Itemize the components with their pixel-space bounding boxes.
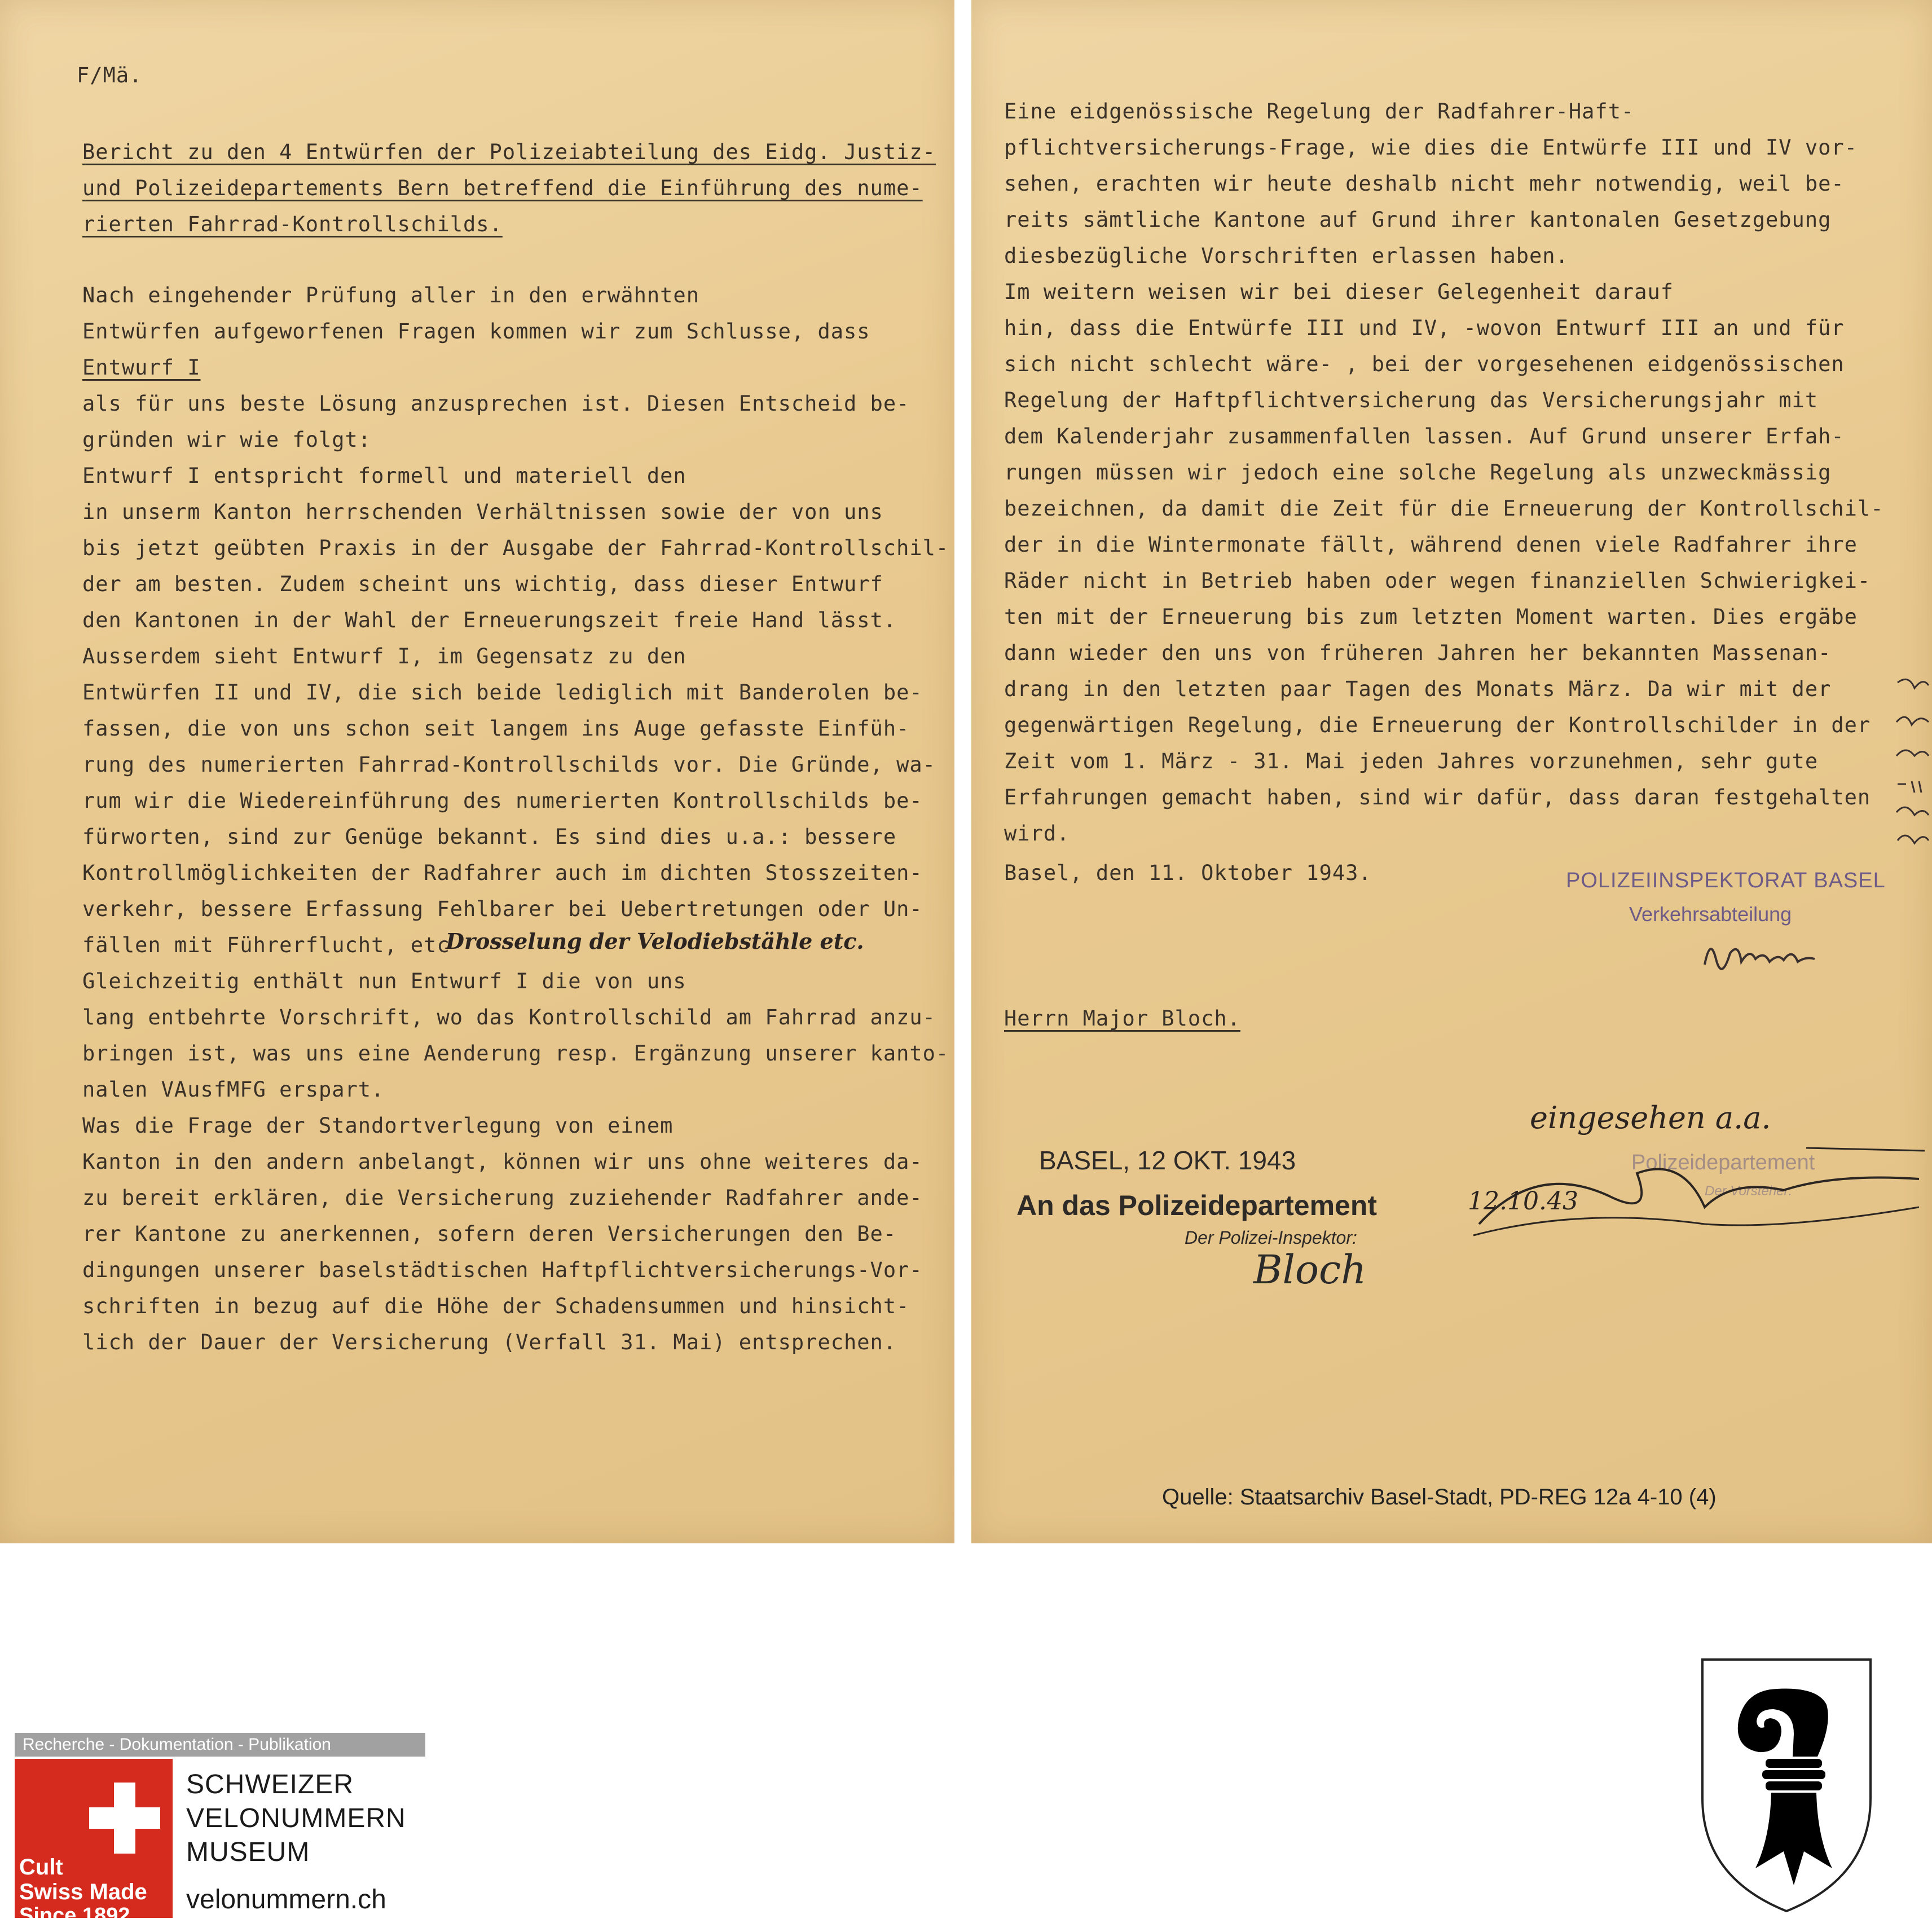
- body-line: Räder nicht in Betrieb haben oder wegen finanziellen Schwierigkei-: [1004, 569, 1871, 593]
- received-stamp-date: BASEL, 12 OKT. 1943: [1039, 1146, 1296, 1175]
- addressee: Herrn Major Bloch.: [1004, 1006, 1240, 1031]
- body-line: hin, dass die Entwürfe III und IV, -wovon Entwurf III an und für: [1004, 316, 1845, 340]
- body-line: pflichtversicherungs-Frage, wie dies die Entwürfe III und IV vor-: [1004, 135, 1858, 160]
- bloch-signature: Bloch: [1253, 1247, 1367, 1293]
- body-line: drang in den letzten paar Tagen des Monats März. Da wir mit der: [1004, 677, 1832, 701]
- margin-handwriting-icon: [1892, 671, 1931, 857]
- body-line: fassen, die von uns schon seit langem ins Auge gefasste Einfüh-: [82, 716, 910, 741]
- museum-name-line: MUSEUM: [186, 1837, 310, 1867]
- body-line: gegenwärtigen Regelung, die Erneuerung der Kontrollschilder in der: [1004, 713, 1871, 737]
- body-line: Entwurf I entspricht formell und materiell den: [82, 464, 686, 488]
- initials-scribble-icon: [1468, 1139, 1930, 1247]
- logo-cult-line: Swiss Made: [19, 1880, 147, 1904]
- body-line: ten mit der Erneuerung bis zum letzten Moment warten. Dies ergäbe: [1004, 605, 1858, 629]
- body-line: fürworten, sind zur Genüge bekannt. Es sind dies u.a.: bessere: [82, 825, 897, 849]
- body-line: sehen, erachten wir heute deshalb nicht mehr notwendig, weil be-: [1004, 171, 1845, 196]
- received-stamp-recipient: An das Polizeidepartement: [1016, 1190, 1378, 1221]
- logo-tagline: Recherche - Dokumentation - Publikation: [15, 1733, 425, 1757]
- body-line: Entwürfen aufgeworfenen Fragen kommen wir zum Schlusse, dass: [82, 319, 870, 344]
- body-line: dem Kalenderjahr zusammenfallen lassen. Auf Grund unserer Erfah-: [1004, 424, 1845, 448]
- body-line: Entwürfen II und IV, die sich beide lediglich mit Banderolen be-: [82, 680, 923, 705]
- initials: F/Mä.: [77, 63, 143, 87]
- logo-cult-line: Cult: [19, 1855, 63, 1880]
- body-line: fällen mit Führerflucht, etc: [82, 933, 450, 957]
- faint-department-stamp: Polizeidepartement: [1631, 1151, 1815, 1174]
- body-line: lang entbehrte Vorschrift, wo das Kontrollschild am Fahrrad anzu-: [82, 1005, 936, 1029]
- body-line: nalen VAusfMFG erspart.: [82, 1077, 385, 1102]
- date-line: Basel, den 11. Oktober 1943.: [1004, 861, 1372, 885]
- body-line: lich der Dauer der Versicherung (Verfall 31. Mai) entsprechen.: [82, 1330, 897, 1354]
- body-line: Gleichzeitig enthält nun Entwurf I die von uns: [82, 969, 686, 993]
- body-line: rungen müssen wir jedoch eine solche Regelung als unzweckmässig: [1004, 460, 1832, 485]
- body-line: rer Kantone zu anerkennen, sofern deren Versicherungen den Be-: [82, 1222, 897, 1246]
- swiss-cross-icon: [89, 1783, 160, 1854]
- police-inspectorate-stamp: POLIZEIINSPEKTORAT BASEL: [1566, 869, 1886, 892]
- handwritten-note-date: 12.10.43: [1468, 1187, 1578, 1216]
- body-line: Zeit vom 1. März - 31. Mai jeden Jahres vorzunehmen, sehr gute: [1004, 749, 1819, 773]
- handwritten-insert: Drosselung der Velodiebstähle etc.: [446, 928, 864, 954]
- title-line: rierten Fahrrad-Kontrollschilds.: [82, 212, 503, 236]
- body-line: schriften in bezug auf die Höhe der Schadensummen und hinsicht-: [82, 1294, 910, 1318]
- title-line: und Polizeidepartements Bern betreffend die Einführung des nume-: [82, 176, 923, 200]
- body-line: Was die Frage der Standortverlegung von einem: [82, 1114, 674, 1138]
- body-line: bis jetzt geübten Praxis in der Ausgabe der Fahrrad-Kontrollschil-: [82, 536, 949, 560]
- body-line: verkehr, bessere Erfassung Fehlbarer bei Uebertretungen oder Un-: [82, 897, 923, 921]
- logo-red-block: [15, 1759, 173, 1927]
- body-line: diesbezügliche Vorschriften erlassen haben.: [1004, 244, 1569, 268]
- body-line: sich nicht schlecht wäre- , bei der vorgesehenen eidgenössischen: [1004, 352, 1845, 376]
- museum-name-line: SCHWEIZER: [186, 1770, 354, 1799]
- handwritten-note: eingesehen a.a.: [1530, 1100, 1771, 1136]
- body-line: bezeichnen, da damit die Zeit für die Erneuerung der Kontrollschil-: [1004, 496, 1884, 521]
- body-line: in unserm Kanton herrschenden Verhältnissen sowie der von uns: [82, 500, 883, 524]
- body-line: reits sämtliche Kantone auf Grund ihrer kantonalen Gesetzgebung: [1004, 208, 1832, 232]
- museum-logo: [15, 1733, 432, 1927]
- basel-staff-coat-of-arms-icon: [1699, 1657, 1874, 1915]
- body-line: gründen wir wie folgt:: [82, 428, 372, 452]
- body-line: der in die Wintermonate fällt, während denen viele Radfahrer ihre: [1004, 532, 1858, 557]
- body-line: rum wir die Wiedereinführung des numerierten Kontrollschilds be-: [82, 789, 923, 813]
- body-line: Entwurf I: [82, 355, 201, 380]
- body-line: Kontrollmöglichkeiten der Radfahrer auch im dichten Stosszeiten-: [82, 861, 923, 885]
- traffic-department-stamp: Verkehrsabteilung: [1629, 903, 1792, 926]
- body-line: Im weitern weisen wir bei dieser Gelegenheit darauf: [1004, 280, 1674, 304]
- body-line: wird.: [1004, 821, 1070, 846]
- body-line: Kanton in den andern anbelangt, können wir uns ohne weiteres da-: [82, 1150, 923, 1174]
- body-line: Regelung der Haftpflichtversicherung das Versicherungsjahr mit: [1004, 388, 1819, 412]
- body-line: als für uns beste Lösung anzusprechen ist. Diesen Entscheid be-: [82, 391, 910, 416]
- body-line: dann wieder den uns von früheren Jahren her bekannten Massenan-: [1004, 641, 1832, 665]
- body-line: bringen ist, was uns eine Aenderung resp. Ergänzung unserer kanto-: [82, 1041, 949, 1066]
- document-page-left: [0, 0, 954, 1543]
- body-line: Erfahrungen gemacht haben, sind wir dafür, dass daran festgehalten: [1004, 785, 1871, 809]
- body-line: Nach eingehender Prüfung aller in den erwähnten: [82, 283, 699, 307]
- archive-source-note: Quelle: Staatsarchiv Basel-Stadt, PD-REG 12a 4-10 (4): [1162, 1485, 1717, 1509]
- body-line: der am besten. Zudem scheint uns wichtig, dass dieser Entwurf: [82, 572, 883, 596]
- museum-name-line: VELONUMMERN: [186, 1803, 406, 1833]
- faint-department-stamp-sub: Der Vorsteher:: [1705, 1183, 1793, 1199]
- body-line: Ausserdem sieht Entwurf I, im Gegensatz zu den: [82, 644, 686, 668]
- received-stamp-role: Der Polizei-Inspektor:: [1185, 1227, 1357, 1248]
- document-page-right: [971, 0, 1932, 1543]
- website-link[interactable]: velonummern.ch: [186, 1885, 386, 1915]
- body-line: dingungen unserer baselstädtischen Haftpflichtversicherungs-Vor-: [82, 1258, 923, 1282]
- title-line: Bericht zu den 4 Entwürfen der Polizeiabteilung des Eidg. Justiz-: [82, 140, 936, 164]
- body-line: Eine eidgenössische Regelung der Radfahrer-Haft-: [1004, 99, 1635, 124]
- body-line: rung des numerierten Fahrrad-Kontrollschilds vor. Die Gründe, wa-: [82, 752, 936, 777]
- logo-cult-line: Since 1892: [19, 1904, 130, 1927]
- body-line: den Kantonen in der Wahl der Erneuerungszeit freie Hand lässt.: [82, 608, 897, 632]
- inspector-signature-icon: [1699, 931, 1823, 982]
- body-line: zu bereit erklären, die Versicherung zuziehender Radfahrer ande-: [82, 1186, 923, 1210]
